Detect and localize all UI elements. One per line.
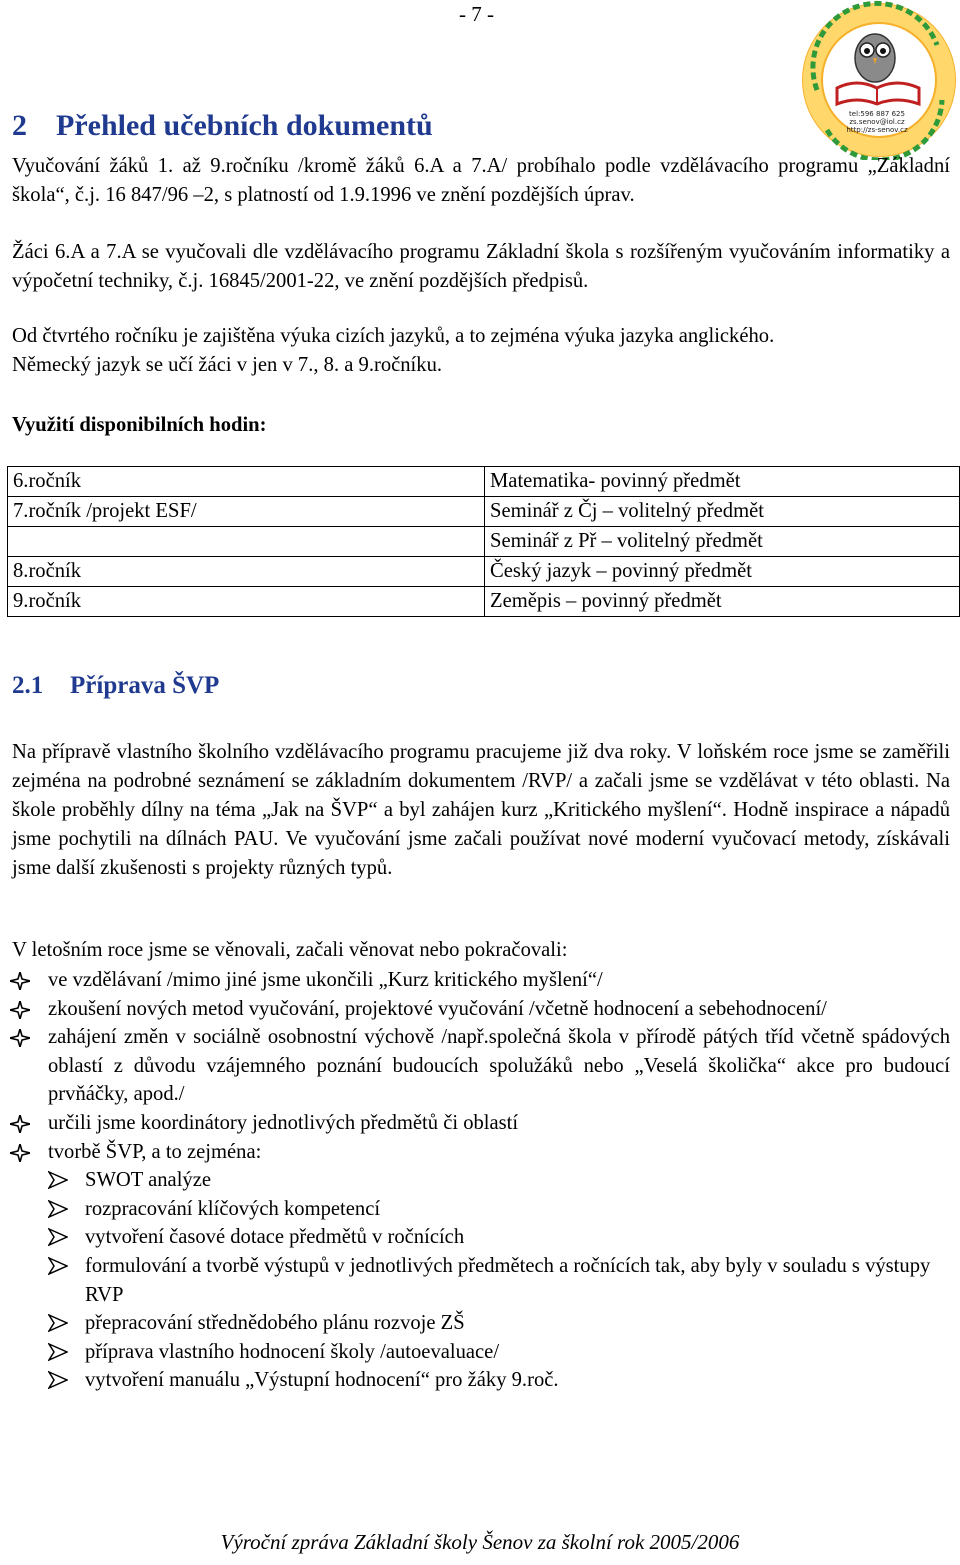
- bullet-text: zahájení změn v sociálně osobnostní výchově /např.společná škola v přírodě pátých tříd včetně spádových oblastí z důvodu vzájemného poznání budoucích spolužáků nebo „Veselá školička“ akce pro budoucí prvňáčky, apod./: [48, 1026, 950, 1106]
- subsection-title: Příprava ŠVP: [70, 672, 220, 699]
- arrow-bullet-icon: [48, 1171, 68, 1189]
- bullet-text: zkoušení nových metod vyučování, projektové vyučování /včetně hodnocení a sebehodnocení/: [48, 997, 827, 1020]
- diamond-bullet-icon: [10, 1001, 30, 1019]
- diamond-bullet-icon: [10, 1144, 30, 1162]
- school-logo: [797, 0, 960, 160]
- intro-paragraph-4: Německý jazyk se učí žáci v jen v 7., 8. a 9.ročníku.: [12, 354, 443, 376]
- subject-cell: Seminář z Př – volitelný předmět: [485, 527, 960, 557]
- disp-table: [7, 466, 960, 617]
- diamond-bullet-icon: [10, 972, 30, 990]
- list-item: [10, 1109, 950, 1138]
- svp-sub-list: [10, 1166, 950, 1395]
- arrow-bullet-icon: [48, 1257, 68, 1275]
- sub-list-item: [10, 1366, 950, 1395]
- sub-list-item: [10, 1338, 950, 1367]
- sub-list-item: [10, 1166, 950, 1195]
- section-title: Přehled učebních dokumentů: [56, 109, 433, 142]
- sub-list-item: [10, 1223, 950, 1252]
- bullet-text: ve vzdělávaní /mimo jiné jsme ukončili „Kurz kritického myšlení“/: [48, 969, 603, 991]
- diamond-bullet-icon: [10, 1029, 30, 1047]
- table-row: [8, 467, 960, 497]
- table-row: [8, 527, 960, 557]
- subsection-number: 2.1: [12, 672, 44, 699]
- svg-text:zs.senov@iol.cz: zs.senov@iol.cz: [849, 118, 905, 126]
- sub-bullet-text: vytvoření časové dotace předmětů v ročnících: [85, 1226, 465, 1249]
- subject-cell: Seminář z Čj – volitelný předmět: [485, 497, 960, 527]
- svg-text:tel:596 887 625: tel:596 887 625: [849, 110, 905, 118]
- subject-cell: Matematika- povinný předmět: [485, 467, 960, 497]
- sub-list-container: [10, 1166, 950, 1395]
- table-row: [8, 557, 960, 587]
- svp-paragraph: Na přípravě vlastního školního vzdělávacího programu pracujeme již dva roky. V loňském roce jsme se zaměřili zejména na podrobné seznámení se základním dokumentem /RVP/ a začali jsme se vzdělávat v této oblasti. Na škole proběhly dílny na téma „Jak na ŠVP“ a byl zahájen kurz „Kritického myšlení“. Hodně inspirace a nápadů jsme pochytili na dílnách PAU. Ve vyučování jsme začali používat nové moderní vyučovací metody, získávali jsme další zkušenosti s projekty různých typů.: [12, 741, 950, 879]
- grade-cell: 9.ročník: [8, 587, 485, 617]
- arrow-bullet-icon: [48, 1314, 68, 1332]
- subsection-heading: [12, 672, 219, 700]
- intro-paragraph-2: Žáci 6.A a 7.A se vyučovali dle vzdělávacího programu Základní škola s rozšířeným vyučováním informatiky a výpočetní techniky, č.j. 16845/2001-22, ve znění pozdějších předpisů.: [12, 241, 950, 292]
- subject-cell: Zeměpis – povinný předmět: [485, 587, 960, 617]
- sub-bullet-text: příprava vlastního hodnocení školy /autoevaluace/: [85, 1340, 500, 1363]
- table-row: [8, 587, 960, 617]
- grade-cell: 7.ročník /projekt ESF/: [8, 497, 485, 527]
- list-item: [10, 1138, 950, 1167]
- svp-bullet-list: [10, 966, 950, 1395]
- bullet-text: tvorbě ŠVP, a to zejména:: [48, 1140, 262, 1163]
- page-number: - 7 -: [459, 2, 494, 26]
- intro-paragraph-1: Vyučování žáků 1. až 9.ročníku /kromě žáků 6.A a 7.A/ probíhalo podle vzdělávacího programu „Základní škola“, č.j. 16 847/96 –2, s platností od 1.9.1996 ve znění pozdějších úprav.: [12, 155, 950, 206]
- arrow-bullet-icon: [48, 1200, 68, 1218]
- section-number: 2: [12, 109, 27, 142]
- sub-bullet-text: přepracování střednědobého plánu rozvoje ZŠ: [85, 1312, 465, 1335]
- grade-cell: [8, 527, 485, 557]
- intro-paragraph-3: Od čtvrtého ročníku je zajištěna výuka cizích jazyků, a to zejména výuka jazyka anglického.: [12, 325, 775, 347]
- sub-bullet-text: vytvoření manuálu „Výstupní hodnocení“ pro žáky 9.roč.: [85, 1369, 559, 1392]
- arrow-bullet-icon: [48, 1228, 68, 1246]
- diamond-bullet-icon: [10, 1115, 30, 1133]
- list-item: [10, 966, 950, 995]
- section-heading: [12, 109, 433, 143]
- bullet-text: určili jsme koordinátory jednotlivých předmětů či oblastí: [48, 1111, 519, 1134]
- page-footer: Výroční zpráva Základní školy Šenov za školní rok 2005/2006: [220, 1530, 740, 1554]
- sub-list-item: [10, 1252, 950, 1309]
- sub-bullet-text: formulování a tvorbě výstupů v jednotlivých předmětech a ročnících tak, aby byly v souladu s výstupy RVP: [85, 1254, 931, 1306]
- arrow-bullet-icon: [48, 1371, 68, 1389]
- sub-bullet-text: SWOT analýze: [85, 1169, 211, 1192]
- sub-bullet-text: rozpracování klíčových kompetencí: [85, 1197, 381, 1220]
- disp-heading: Využití disponibilních hodin:: [12, 414, 267, 436]
- arrow-bullet-icon: [48, 1343, 68, 1361]
- svp-lead: V letošním roce jsme se věnovali, začali věnovat nebo pokračovali:: [12, 939, 568, 961]
- sub-list-item: [10, 1195, 950, 1224]
- sub-list-item: [10, 1309, 950, 1338]
- list-item: [10, 1023, 950, 1109]
- grade-cell: 6.ročník: [8, 467, 485, 497]
- list-item: [10, 995, 950, 1024]
- subject-cell: Český jazyk – povinný předmět: [485, 557, 960, 587]
- grade-cell: 8.ročník: [8, 557, 485, 587]
- svg-text:http://zs-senov.cz: http://zs-senov.cz: [846, 126, 908, 134]
- table-row: [8, 497, 960, 527]
